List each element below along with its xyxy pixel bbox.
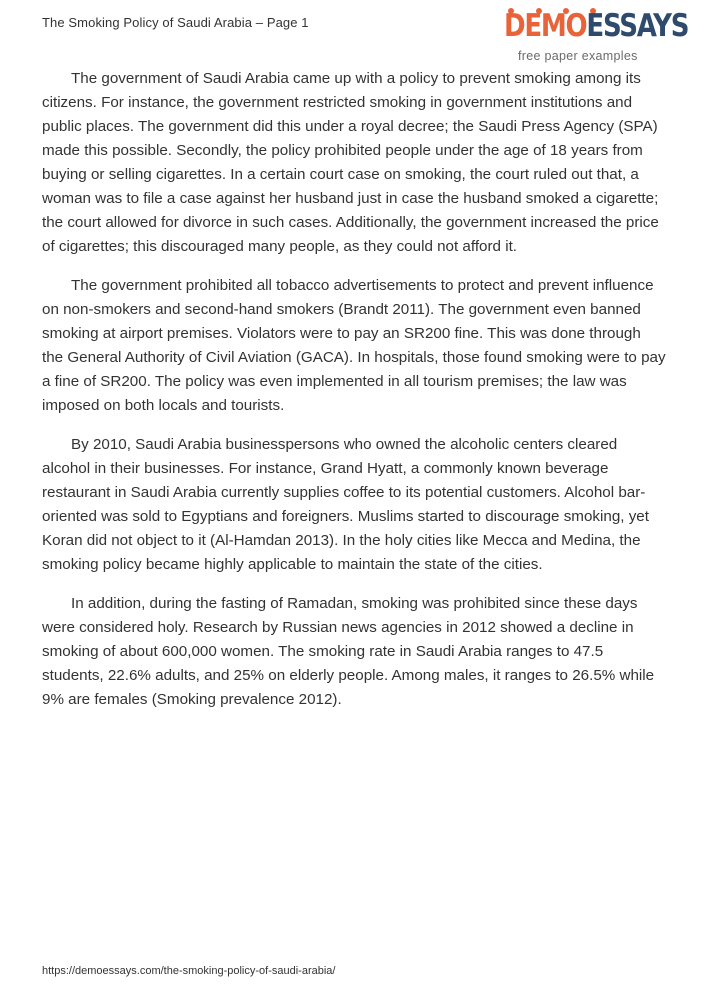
logo-tagline: free paper examples xyxy=(518,49,638,63)
logo-wordmark xyxy=(504,4,688,48)
page-header-title: The Smoking Policy of Saudi Arabia – Page 1 xyxy=(42,15,309,30)
logo-demo-text: DEMO xyxy=(504,8,587,44)
page-footer-url[interactable]: https://demoessays.com/the-smoking-policy-of-saudi-arabia/ xyxy=(42,965,336,977)
paragraph: The government of Saudi Arabia came up with a policy to prevent smoking among its citizens. For instance, the government restricted smoking in government institutions and public places. The government did this under a royal decree; the Saudi Press Agency (SPA) made this possible. Secondly, the policy prohibited people under the age of 18 years from buying or selling cigarettes. In a certain court case on smoking, the court ruled out that, a woman was to file a case against her husband just in case the husband smoked a cigarette; the court allowed for divorce in such cases. Additionally, the government increased the price of cigarettes; this discouraged many people, as they could not afford it. xyxy=(42,70,659,255)
essay-body xyxy=(42,67,666,727)
logo-essays-text: ESSAYS xyxy=(586,8,689,44)
demoessays-logo[interactable] xyxy=(504,4,689,66)
paragraph: In addition, during the fasting of Ramadan, smoking was prohibited since these days were considered holy. Research by Russian news agencies in 2012 showed a decline in smoking of about 600,000 women. The smoking rate in Saudi Arabia ranges to 47.5 students, 22.6% adults, and 25% on elderly people. Among males, it ranges to 26.5% while 9% are females (Smoking prevalence 2012). xyxy=(42,595,655,708)
paragraph: The government prohibited all tobacco advertisements to protect and prevent influence on non-smokers and second-hand smokers (Brandt 2011). The government even banned smoking at airport premises. Violators were to pay an SR200 fine. This was done through the General Authority of Civil Aviation (GACA). In hospitals, those found smoking were to pay a fine of SR200. The policy was even implemented in all tourism premises; the law was imposed on both locals and tourists. xyxy=(42,277,666,414)
paragraph: By 2010, Saudi Arabia businesspersons who owned the alcoholic centers cleared alcohol in their businesses. For instance, Grand Hyatt, a commonly known beverage restaurant in Saudi Arabia currently supplies coffee to its potential customers. Alcohol bar-oriented was sold to Egyptians and foreigners. Muslims started to discourage smoking, yet Koran did not object to it (Al-Hamdan 2013). In the holy cities like Mecca and Medina, the smoking policy became highly applicable to maintain the state of the cities. xyxy=(42,436,649,573)
